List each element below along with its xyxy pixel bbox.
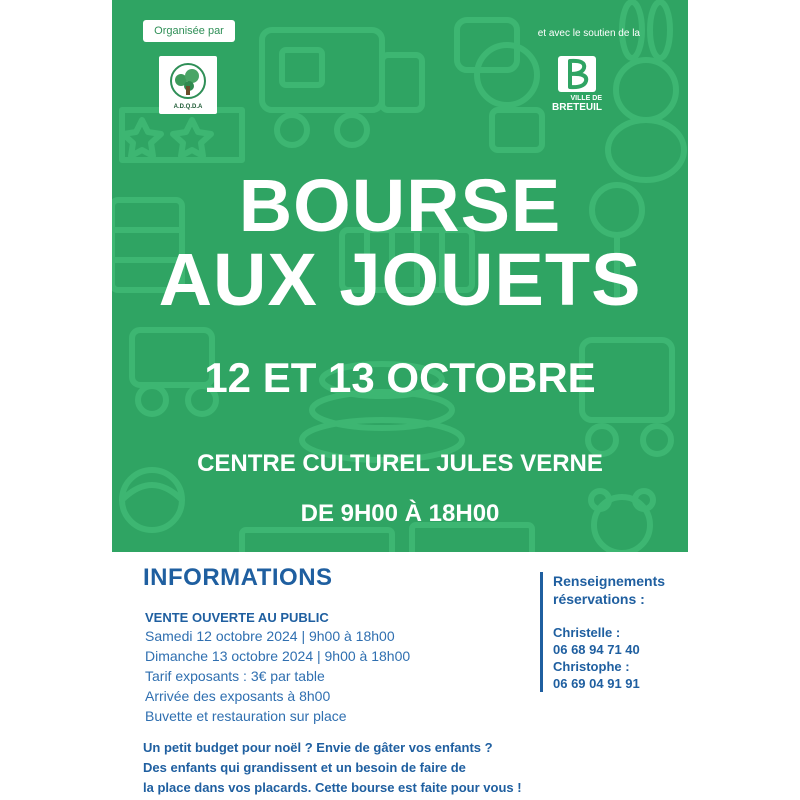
breteuil-logo-big: BRETEUIL: [552, 102, 602, 113]
event-title-line2: AUX JOUETS: [158, 238, 642, 321]
breteuil-logo: [552, 56, 602, 118]
informations-list: [145, 626, 410, 726]
pitch-text: [143, 738, 683, 798]
adqda-logo: [159, 56, 217, 114]
informations-subheading: VENTE OUVERTE AU PUBLIC: [145, 610, 329, 625]
breteuil-b-icon: [558, 56, 596, 92]
hero-banner: [112, 0, 688, 552]
info-line-saturday: Samedi 12 octobre 2024 | 9h00 à 18h00: [145, 628, 395, 644]
support-text: et avec le soutien de la: [537, 28, 640, 39]
event-title-line1: BOURSE: [238, 164, 562, 247]
poster: [112, 0, 688, 800]
info-line-exhibitor-fee: Tarif exposants : 3€ par table: [145, 668, 325, 684]
organised-by-badge: Organisée par: [143, 20, 235, 42]
info-line-exhibitor-arrival: Arrivée des exposants à 8h00: [145, 688, 331, 704]
contact-name-christelle: Christelle :: [553, 625, 621, 640]
train-icon: [262, 30, 422, 145]
info-line-refreshments: Buvette et restauration sur place: [145, 708, 347, 724]
pitch-line-1: Un petit budget pour noël ? Envie de gâter vos enfants ?: [143, 740, 493, 755]
contact-heading-line2: réservations :: [553, 591, 645, 607]
adqda-emblem-icon: [159, 56, 217, 114]
contact-phone-christelle: 06 68 94 71 40: [553, 642, 640, 657]
stars-icon: [122, 110, 242, 160]
informations-heading: INFORMATIONS: [143, 564, 333, 591]
adqda-logo-text: A.D.Q.D.A: [173, 104, 203, 110]
event-hours: DE 9H00 À 18H00: [300, 500, 500, 527]
contact-heading-line1: Renseignements: [553, 573, 666, 589]
contact-panel: [540, 572, 688, 692]
event-dates: 12 ET 13 OCTOBRE: [204, 354, 596, 401]
robot-icon: [457, 20, 542, 150]
box-icon: [242, 525, 532, 552]
breteuil-logo-small: VILLE DE: [570, 95, 602, 102]
contact-phone-christophe: 06 69 04 91 91: [553, 676, 640, 691]
info-line-sunday: Dimanche 13 octobre 2024 | 9h00 à 18h00: [145, 648, 411, 664]
pitch-line-2: Des enfants qui grandissent et un besoin de faire de: [143, 760, 466, 775]
event-venue: CENTRE CULTUREL JULES VERNE: [197, 450, 603, 477]
contact-name-christophe: Christophe :: [553, 659, 630, 674]
pitch-line-3: la place dans vos placards. Cette bourse est faite pour vous !: [143, 780, 522, 795]
